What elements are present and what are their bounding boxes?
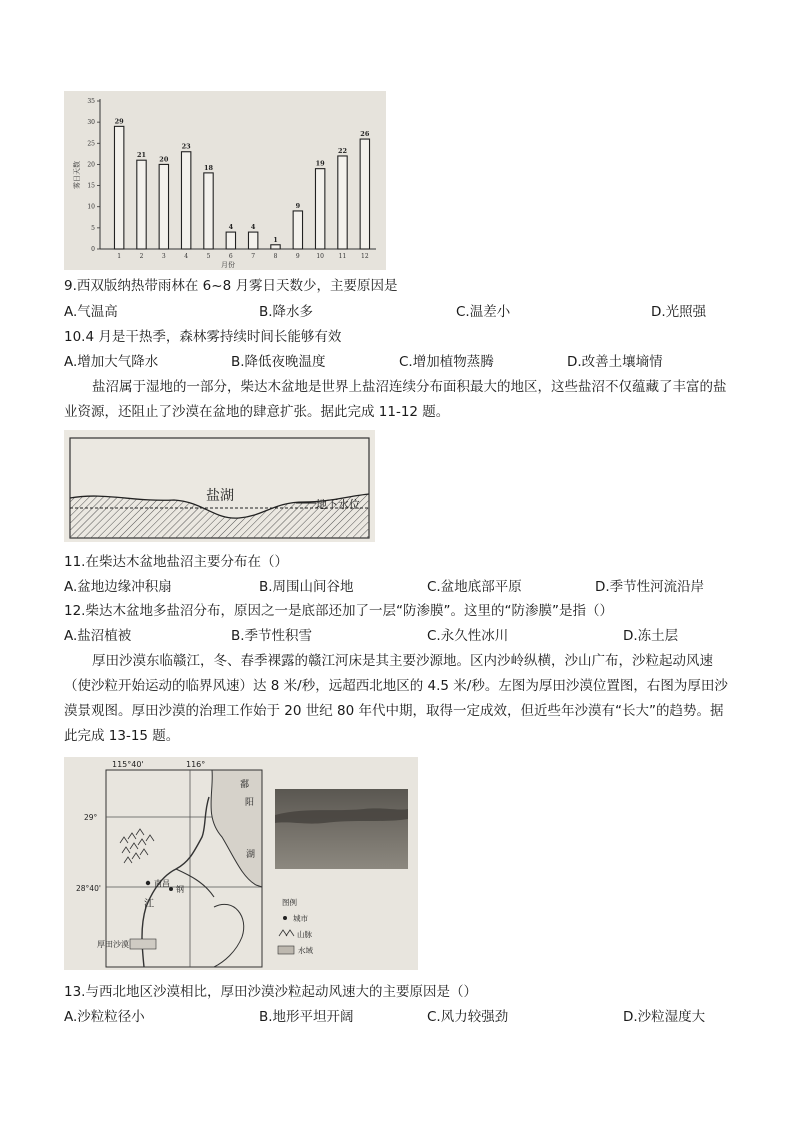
y-axis-title: 雾日天数: [73, 161, 81, 189]
bar: [181, 152, 190, 249]
q11-stem: 11.在柴达木盆地盐沼主要分布在（）: [64, 554, 288, 570]
bar-value-label: 26: [360, 130, 370, 139]
q9-stem: 9.西双版纳热带雨林在 6~8 月雾日天数少，主要原因是: [64, 278, 398, 294]
bar-value-label: 22: [337, 146, 348, 155]
bar-value-label: 4: [228, 223, 234, 232]
bar: [271, 245, 280, 249]
bar-value-label: 9: [295, 201, 301, 210]
legend-water-symbol: [278, 946, 294, 954]
q10-option-d[interactable]: D.改善土壤墒情: [567, 354, 663, 370]
lat-label-1: 29°: [84, 813, 98, 822]
bar-value-label: 18: [203, 163, 214, 172]
q11-option-a[interactable]: A.盆地边缘冲积扇: [64, 579, 172, 595]
x-tick-label: 1: [117, 253, 122, 260]
bar: [360, 139, 369, 249]
groundwater-label: 地下水位: [316, 498, 360, 511]
legend-sand-symbol: [279, 930, 294, 936]
desert-label: 厚田沙漠: [97, 940, 129, 949]
bar: [248, 232, 257, 249]
x-axis-title: 月份: [221, 261, 235, 269]
x-tick-label: 3: [161, 253, 166, 260]
x-tick-label: 2: [139, 253, 144, 260]
legend-water-label: 水域: [298, 946, 313, 955]
lake-char-3: 湖: [246, 850, 256, 860]
q13-stem: 13.与西北地区沙漠相比，厚田沙漠沙粒起动风速大的主要原因是（）: [64, 984, 477, 1000]
bar: [204, 173, 213, 249]
bar: [114, 126, 123, 249]
x-tick-label: 4: [184, 253, 189, 260]
q10-option-b[interactable]: B.降低夜晚温度: [231, 354, 326, 370]
y-tick-label: 5: [91, 224, 95, 232]
legend-city-symbol: [283, 916, 287, 920]
lake-shore-south: [214, 904, 244, 967]
x-tick-label: 8: [273, 253, 278, 260]
y-tick-label: 30: [87, 119, 95, 127]
bar: [293, 211, 302, 249]
q11-option-b[interactable]: B.周围山间谷地: [259, 579, 354, 595]
q9-option-d[interactable]: D.光照强: [651, 304, 707, 320]
houtian-map-svg: [64, 757, 418, 970]
desert-landscape-photo: [275, 789, 408, 869]
q11-option-d[interactable]: D.季节性河流沿岸: [595, 579, 705, 595]
bar-value-label: 21: [136, 151, 147, 160]
q10-option-c[interactable]: C.增加植物蒸腾: [399, 354, 494, 370]
y-tick-label: 10: [87, 203, 95, 211]
river-label: 江: [144, 899, 154, 910]
x-tick-label: 5: [206, 253, 211, 260]
bar-value-label: 19: [315, 159, 325, 168]
x-tick-label: 10: [316, 253, 324, 260]
bar-value-label: 4: [250, 223, 256, 232]
x-tick-label: 9: [295, 253, 300, 260]
q9-option-a[interactable]: A.气温高: [64, 304, 118, 320]
houtian-map-figure: [64, 757, 418, 970]
q9-option-b[interactable]: B.降水多: [259, 304, 314, 320]
bar: [315, 169, 324, 249]
passage-salt-marsh: 盐沼属于湿地的一部分，柴达木盆地是世界上盐沼连续分布面积最大的地区，这些盐沼不仅蕴藏了丰富的盐业资源，还阻止了沙漠在盆地的肆意扩张。据此完成 11-12 题。: [64, 379, 727, 420]
y-tick-label: 0: [91, 246, 95, 253]
salt-lake-profile-svg: [64, 430, 375, 542]
city-dot-other: [169, 887, 173, 891]
x-tick-label: 7: [251, 253, 256, 260]
q12-option-a[interactable]: A.盐沼植被: [64, 628, 132, 644]
bar: [159, 164, 168, 249]
x-tick-label: 11: [338, 253, 347, 260]
q11-option-c[interactable]: C.盆地底部平原: [427, 579, 522, 595]
lake-char-1: 鄱: [240, 780, 250, 790]
poyang-lake-water: [211, 770, 262, 887]
bar-value-label: 20: [159, 155, 169, 164]
legend-sand-label: 山脉: [297, 930, 312, 939]
lon-label-1: 115°40': [112, 760, 144, 769]
x-tick-label: 6: [228, 253, 233, 260]
x-tick-label: 12: [361, 253, 369, 260]
q10-option-a[interactable]: A.增加大气降水: [64, 354, 159, 370]
q12-option-d[interactable]: D.冻土层: [623, 628, 679, 644]
city-dot-nanchang: [146, 881, 150, 885]
bar-value-label: 1: [273, 235, 278, 244]
city-other-label: 钢: [176, 885, 184, 894]
y-tick-label: 15: [87, 182, 95, 190]
legend-title: 图例: [282, 898, 297, 907]
y-tick-label: 25: [87, 140, 95, 148]
fog-days-chart: [64, 91, 386, 270]
bar: [338, 156, 347, 249]
bar: [137, 160, 146, 249]
q13-option-d[interactable]: D.沙粒湿度大: [623, 1009, 706, 1025]
desert-area: [130, 939, 156, 949]
q12-stem: 12.柴达木盆地多盐沼分布，原因之一是底部还加了一层“防渗膜”。这里的“防渗膜”是指（）: [64, 603, 613, 619]
bar-value-label: 23: [181, 142, 191, 151]
q12-option-b[interactable]: B.季节性积雪: [231, 628, 313, 644]
y-tick-label: 35: [87, 98, 95, 105]
q13-option-c[interactable]: C.风力较强劲: [427, 1009, 509, 1025]
city-nanchang-label: 南昌: [154, 879, 170, 888]
q10-stem: 10.4 月是干热季，森林雾持续时间长能够有效: [64, 329, 342, 345]
salt-lake-label: 盐湖: [206, 488, 234, 504]
q12-option-c[interactable]: C.永久性冰川: [427, 628, 509, 644]
q9-option-c[interactable]: C.温差小: [456, 304, 511, 320]
q13-option-b[interactable]: B.地形平坦开阔: [259, 1009, 354, 1025]
salt-lake-profile-figure: [64, 430, 375, 542]
lat-label-2: 28°40': [76, 884, 101, 893]
fog-days-chart-svg: [64, 91, 386, 270]
y-tick-label: 20: [87, 161, 95, 169]
lake-char-2: 阳: [245, 798, 255, 808]
q13-option-a[interactable]: A.沙粒粒径小: [64, 1009, 145, 1025]
bar: [226, 232, 235, 249]
legend-city-label: 城市: [293, 914, 308, 923]
passage-houtian-desert: 厚田沙漠东临赣江，冬、春季裸露的赣江河床是其主要沙源地。区内沙岭纵横，沙山广布，沙粒起动风速（使沙粒开始运动的临界风速）达 8 米/秒，远超西北地区的 4.5 米/秒。左图为厚田沙漠位置图，右图为厚田沙漠景观图。厚田沙漠的治理工作始于 20 世纪 80 年代中期，取得一定成效，但近些年沙漠有“长大”的趋势。据此完成 13-15 题。: [64, 653, 728, 744]
bar-value-label: 29: [114, 117, 124, 126]
sand-hill-symbols: [120, 829, 154, 863]
lon-label-2: 116°: [186, 760, 206, 769]
